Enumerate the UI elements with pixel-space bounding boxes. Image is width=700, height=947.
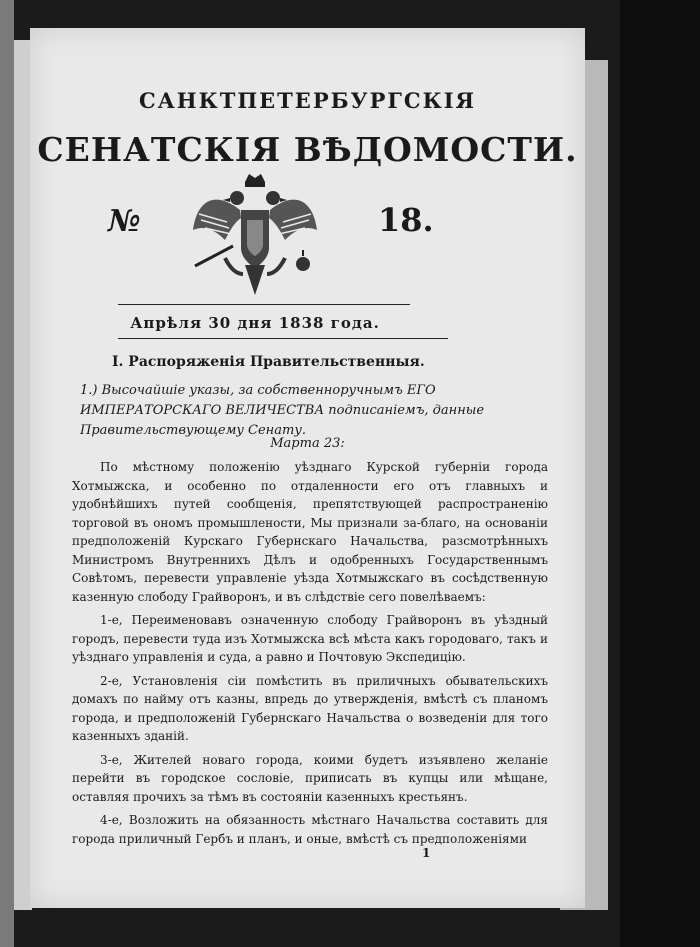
issue-number: 18. [378,201,434,239]
body-text [72,458,548,853]
scan-background [620,0,700,947]
paragraph: 2-е, Установленія сіи помѣстить въ приличныхъ обывательскихъ домахъ по найму отъ казны, впредь до утвержденія, вмѣстѣ съ планомъ города, и предположеній Губернскаго Начальства о возведеніи для того казенныхъ зданій. [72,673,548,743]
masthead-title: СЕНАТСКІЯ ВѢДОМОСТИ. [37,130,578,169]
paragraph: 3-е, Жителей новаго города, коими будетъ изъявлено желаніе перейти въ городское сословіе, приписать въ купцы или мѣщане, оставляя прочихъ за тѣмъ въ состояніи казенныхъ крестьянъ. [72,752,548,804]
document-page [30,28,585,908]
book-edge-left [0,0,14,947]
page-number: 1 [422,846,431,860]
double-headed-eagle-icon [185,170,325,300]
masthead-line-1: САНКТПЕТЕРБУРГСКІЯ [138,88,477,113]
issue-number-sign: № [108,204,141,239]
divider-top [118,304,410,305]
decree-intro: 1.) Высочайшіе указы, за собственноручнымъ ЕГО ИМПЕРАТОРСКАГО ВЕЛИЧЕСТВА подписаніемъ, данные Правительствующему Сенату. [80,383,485,438]
paragraph: 4-е, Возложить на обязанность мѣстнаго Начальства составить для города приличный Гербъ и планъ, и оные, вмѣстѣ съ предположеніями [72,813,548,846]
decree-date: Марта 23: [270,436,345,451]
section-heading: I. Распоряженія Правительственныя. [112,354,425,370]
divider-bottom [118,338,448,339]
issue-date: Апрѣля 30 дня 1838 года. [130,314,380,332]
paragraph: 1-е, Переименовавъ означенную слободу Грайворонъ въ уѣздный городъ, перевести туда изъ Хотмыжска всѣ мѣста какъ городоваго, такъ и уѣзднаго управленія и суда, а равно и Почтовую Экспедицію. [72,613,548,664]
paragraph: По мѣстному положенію уѣзднаго Курской губерніи города Хотмыжска, и особенно по отдаленности его отъ главныхъ и удобнѣйшихъ путей сообщенія, препятствующей распространенію торговой въ ономъ промышлености, Мы признали за-благо, на основаніи предположеній Курскаго Губернскаго Начальства, разсмотрѣнныхъ Министромъ Внутреннихъ Дѣлъ и одобренныхъ Государственнымъ Совѣтомъ, перевести управленіе уѣзда Хотмыжскаго въ сосѣдственную казенную слободу Грайворонъ, и въ слѣдствіе сего повелѣваемъ: [72,460,548,604]
